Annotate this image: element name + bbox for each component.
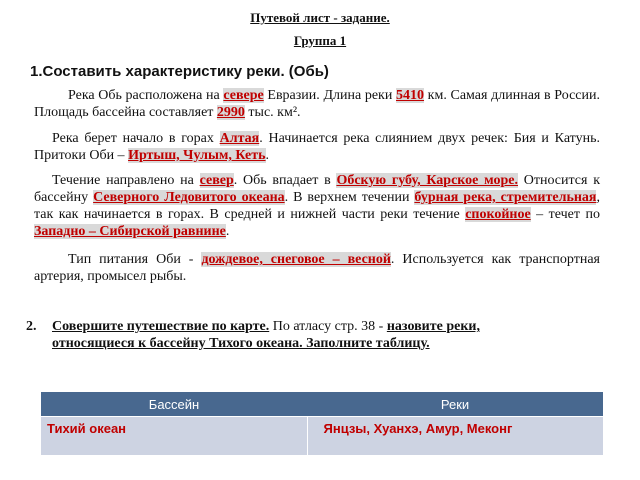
paragraph-source: Река берет начало в горах Алтая. Начинается река слиянием двух речек: Бия и Катунь. Притоки Оби – Иртыш, Чулым, Кеть. [34,131,600,163]
answer-ocean-basin: Северного Ледовитого океана [93,190,285,205]
paragraph-feeding: Тип питания Оби - дождевое, снеговое – весной. Используется как транспортная артерия, промысел рыбы. [34,252,600,284]
group-label: Группа 1 [293,33,347,48]
paragraph-location: Река Обь расположена на севере Евразии. Длина реки 5410 км. Самая длинная в России. Площадь бассейна составляет 2990 тыс. км². [34,88,600,120]
answer-lower-course: спокойное [465,207,531,222]
answer-feeding-type: дождевое, снеговое – весной [201,252,391,267]
paragraph-flow: Течение направлено на север. Обь впадает в Обскую губу, Карское море. Относится к бассейну Северного Ледовитого океана. В верхнем течении бурная река, стремительная, так как начинается в горах. В средней и нижней части реки течение спокойное – течет по Западно – Сибирской равнине. [34,173,600,239]
table-header-basin: Бассейн [41,392,307,417]
answer-mouth: Обскую губу, Карское море. [336,173,518,188]
answer-plain: Западно – Сибирской равнине [34,224,226,239]
answer-north: севере [223,88,264,103]
basin-table [41,392,603,455]
answer-basin-area: 2990 [216,105,245,120]
answer-upper-course: бурная река, стремительная [414,190,597,205]
table-row [41,417,603,456]
task1-heading: 1.Составить характеристику реки. (Обь) [30,63,329,80]
table-cell-basin: Тихий океан [41,417,307,456]
answer-length: 5410 [396,88,425,103]
task2-instruction: 2. Совершите путешествие по карте. По атласу стр. 38 - назовите реки, относящиеся к бассейну Тихого океана. Заполните таблицу. [26,319,480,351]
answer-mountains: Алтая [219,131,260,146]
task2-number: 2. [26,319,37,334]
document-title: Путевой лист - задание. [250,10,390,25]
table-cell-rivers: Янцзы, Хуанхэ, Амур, Меконг [307,417,603,456]
answer-tributaries: Иртыш, Чулым, Кеть [128,148,266,163]
table-header-rivers: Реки [307,392,603,417]
table-header-row [41,392,603,417]
answer-direction: север [199,173,234,188]
